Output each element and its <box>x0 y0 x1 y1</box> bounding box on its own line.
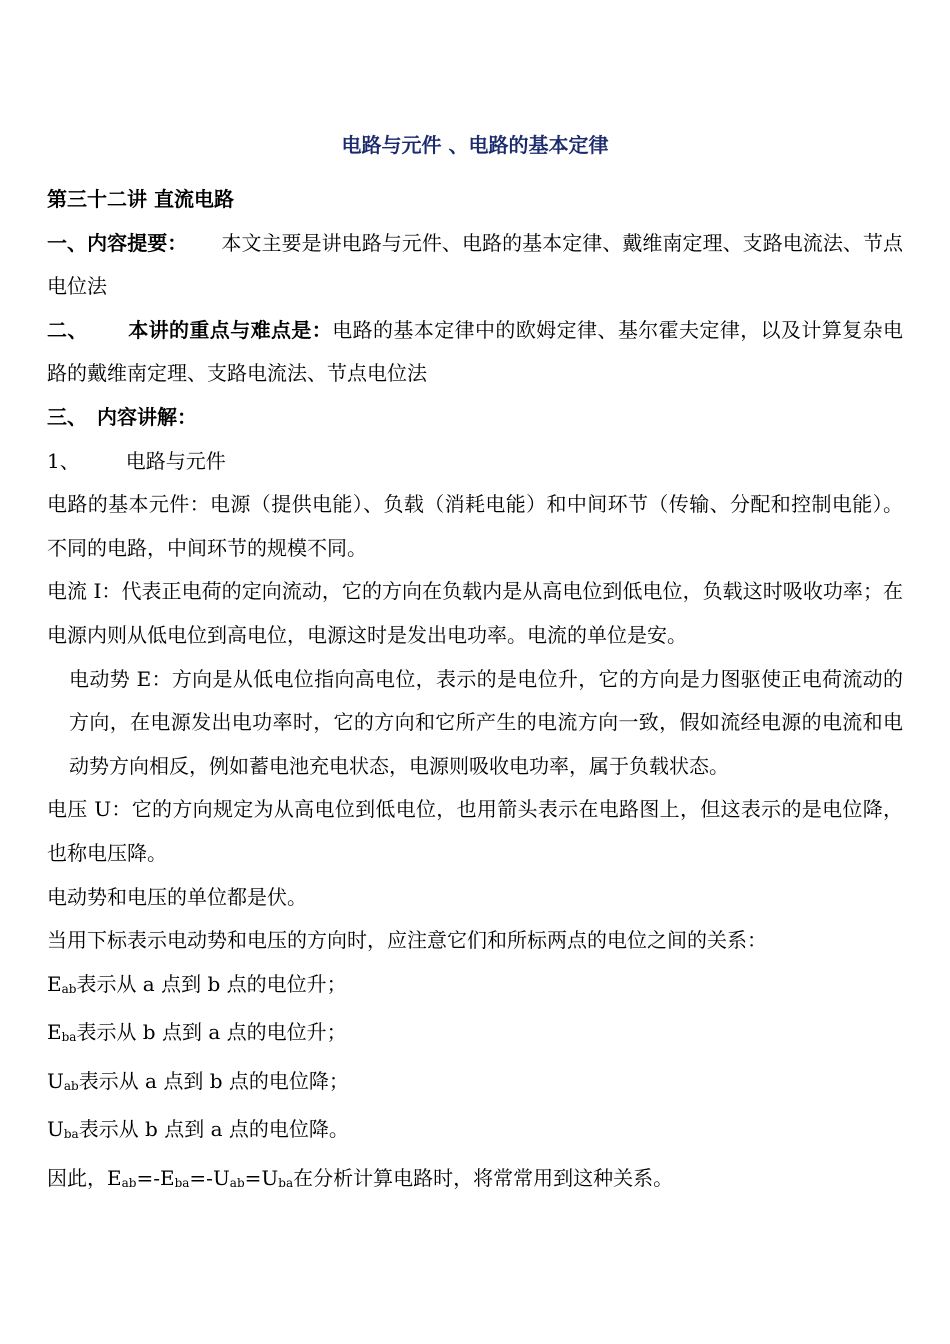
item-1-heading <box>47 440 903 484</box>
conclusion-operator-1: =- <box>136 1166 160 1191</box>
uab-subscript: ab <box>63 1078 79 1093</box>
uba-symbol: U <box>47 1117 64 1142</box>
conclusion-subscript-2: ba <box>174 1176 190 1191</box>
uba-text: 表示从 b 点到 a 点的电位降。 <box>78 1117 349 1142</box>
units-paragraph: 电动势和电压的单位都是伏。 <box>47 884 307 909</box>
conclusion-line <box>47 1157 903 1206</box>
eab-text: 表示从 a 点到 b 点的电位升； <box>76 971 347 996</box>
conclusion-text: 在分析计算电路时，将常常用到这种关系。 <box>293 1166 674 1191</box>
key-points-label: 本讲的重点与难点是： <box>127 317 333 342</box>
conclusion-prefix: 因此， <box>47 1166 107 1191</box>
conclusion-symbol-1: E <box>107 1166 122 1191</box>
emf-paragraph: 电动势 E：方向是从低电位指向高电位，表示的是电位升，它的方向是力图驱使正电荷流动的方向，在电源发出电功率时，它的方向和它所产生的电流方向一致，假如流经电源的电流和电动势方向相反，例如蓄电池充电状态，电源则吸收电功率，属于负载状态。 <box>69 666 903 778</box>
explanation-label: 内容讲解： <box>97 404 197 429</box>
uab-symbol: U <box>47 1068 64 1093</box>
conclusion-subscript-4: ba <box>278 1176 294 1191</box>
eba-line <box>47 1011 903 1060</box>
eab-line <box>47 963 903 1012</box>
key-points-number: 二、 <box>47 317 88 342</box>
document-body <box>47 178 903 1206</box>
current-paragraph: 电流 I：代表正电荷的定向流动，它的方向在负载内是从高电位到低电位，负载这时吸收功率；在电源内则从低电位到高电位，电源这时是发出电功率。电流的单位是安。 <box>47 579 903 647</box>
uab-text: 表示从 a 点到 b 点的电位降； <box>78 1068 349 1093</box>
summary-paragraph <box>47 222 903 309</box>
conclusion-operator-2: =- <box>189 1166 213 1191</box>
uba-line <box>47 1108 903 1157</box>
item-1-number: 1、 <box>47 448 80 473</box>
conclusion-subscript-1: ab <box>121 1176 137 1191</box>
voltage-paragraph: 电压 U：它的方向规定为从高电位到低电位，也用箭头表示在电路图上，但这表示的是电位降，也称电压降。 <box>47 797 903 865</box>
conclusion-symbol-3: U <box>212 1166 230 1191</box>
elements-paragraph: 电路的基本元件：电源（提供电能）、负载（消耗电能）和中间环节（传输、分配和控制电能）。不同的电路，中间环节的规模不同。 <box>47 492 903 560</box>
explanation-number: 三、 <box>47 404 87 429</box>
key-points-paragraph <box>47 309 903 396</box>
conclusion-symbol-4: U <box>261 1166 279 1191</box>
eba-symbol: E <box>47 1020 62 1045</box>
summary-label: 一、内容提要： <box>47 230 188 255</box>
key-points-text: 电路的基本定律中的欧姆定律、基尔霍夫定律，以及计算复杂电路的戴维南定理、支路电流法、节点电位法 <box>47 317 904 386</box>
conclusion-subscript-3: ab <box>229 1176 245 1191</box>
summary-text: 本文主要是讲电路与元件、电路的基本定律、戴维南定理、支路电流法、节点电位法 <box>47 230 904 299</box>
conclusion-symbol-2: E <box>159 1166 175 1191</box>
subscript-intro-paragraph: 当用下标表示电动势和电压的方向时，应注意它们和所标两点的电位之间的关系： <box>47 928 767 953</box>
eab-subscript: ab <box>61 981 77 996</box>
conclusion-operator-3: = <box>244 1166 262 1191</box>
eab-symbol: E <box>47 971 62 996</box>
explanation-heading <box>47 396 903 440</box>
document-title: 电路与元件 、电路的基本定律 <box>341 133 609 157</box>
item-1-title: 电路与元件 <box>125 448 226 473</box>
eba-subscript: ba <box>61 1030 77 1045</box>
lecture-heading: 第三十二讲 直流电路 <box>47 187 234 211</box>
uba-subscript: ba <box>63 1127 79 1142</box>
uab-line <box>47 1060 903 1109</box>
eba-text: 表示从 b 点到 a 点的电位升； <box>76 1020 347 1045</box>
